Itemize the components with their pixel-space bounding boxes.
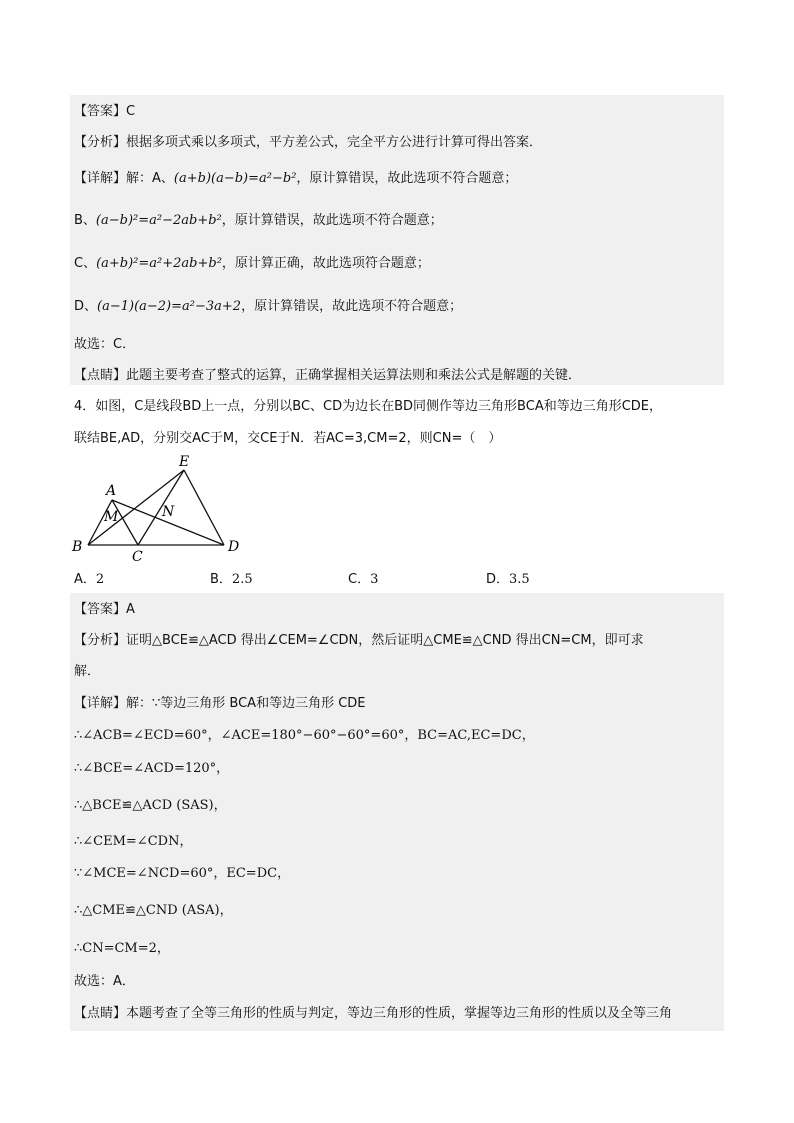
q3-prefix-b: B、 — [74, 213, 96, 228]
q3-text-b: ，原计算错误，故此选项不符合题意； — [221, 213, 443, 228]
option-b-value: 2.5 — [231, 572, 253, 587]
q3-text-c: ，原计算正确，故此选项符合题意； — [221, 256, 430, 271]
q3-prefix-c: C、 — [74, 256, 97, 271]
q3-equation-b: (a−b)²=a²−2ab+b² — [95, 213, 222, 228]
option-b-label: B． — [210, 572, 232, 587]
q4-stem-line2: 联结BE,AD，分别交AC于M，交CE于N．若AC=3,CM=2，则CN=（ ） — [74, 431, 502, 446]
q4-detail-line8: ∴CN=CM=2， — [74, 941, 170, 956]
segment-ce — [138, 470, 184, 545]
triangle-figure — [68, 450, 258, 568]
label-e: E — [179, 454, 190, 470]
q3-analysis: 【分析】根据多项式乘以多项式，平方差公式，完全平方公进行计算可得出答案． — [74, 135, 543, 150]
option-c-label: C． — [348, 572, 371, 587]
q4-comment: 【点睛】本题考查了全等三角形的性质与判定，等边三角形的性质，掌握等边三角形的性质以及全等三角 — [74, 1006, 673, 1021]
q4-detail-line6: ∵∠MCE=∠NCD=60°，EC=DC， — [74, 866, 291, 881]
label-d: D — [228, 539, 240, 555]
q3-text-a: ，原计算错误，故此选项不符合题意； — [296, 171, 518, 186]
q4-detail-line1: 【详解】解：∵等边三角形 BCA和等边三角形 CDE — [74, 696, 366, 711]
q3-detail-prefix: 【详解】解：A、 — [74, 171, 174, 186]
label-m: M — [104, 509, 119, 525]
q3-equation-a: (a+b)(a−b)=a²−b² — [173, 171, 297, 186]
label-a: A — [106, 483, 117, 499]
q4-analysis-line2: 解． — [74, 664, 101, 679]
q3-detail-a — [74, 170, 517, 188]
q4-detail-line5: ∴∠CEM=∠CDN， — [74, 834, 193, 849]
option-a-label: A． — [74, 572, 96, 587]
option-a-value: 2 — [95, 572, 105, 587]
q3-answer: 【答案】C — [74, 104, 136, 119]
q3-prefix-d: D、 — [74, 299, 98, 314]
q3-detail-c — [74, 255, 430, 273]
q4-choice: 故选：A． — [74, 974, 135, 989]
label-b: B — [72, 539, 83, 555]
q4-detail-line7: ∴△CME≌△CND (ASA)， — [74, 903, 233, 918]
q3-equation-d: (a−1)(a−2)=a²−3a+2 — [97, 299, 242, 314]
q3-choice: 故选：C． — [74, 337, 136, 352]
option-a — [74, 568, 104, 587]
q3-equation-c: (a+b)²=a²+2ab+b² — [96, 256, 222, 271]
q3-detail-d — [74, 298, 462, 316]
option-c-value: 3 — [370, 572, 379, 587]
q3-detail-b — [74, 212, 443, 230]
q4-detail-line2: ∴∠ACB=∠ECD=60°，∠ACE=180°−60°−60°=60°，BC=AC,EC=DC， — [74, 728, 535, 743]
q4-answer: 【答案】A — [74, 602, 135, 617]
q4-analysis-line1: 【分析】证明△BCE≌△ACD 得出∠CEM=∠CDN，然后证明△CME≌△CND 得出CN=CM，即可求 — [74, 633, 644, 648]
segment-ed — [184, 470, 224, 545]
q4-stem-line1: 4．如图，C是线段BD上一点，分别以BC、CD为边长在BD同侧作等边三角形BCA和等边三角形CDE， — [74, 399, 663, 414]
option-c — [348, 568, 378, 587]
label-c: C — [132, 549, 143, 565]
q4-detail-line3: ∴∠BCE=∠ACD=120°， — [74, 761, 230, 776]
label-n: N — [162, 504, 175, 520]
option-b — [210, 568, 253, 587]
option-d-value: 3.5 — [509, 572, 530, 587]
option-d-label: D． — [486, 572, 510, 587]
q4-detail-line4: ∴△BCE≌△ACD (SAS)， — [74, 798, 227, 813]
option-d — [486, 568, 530, 587]
q3-text-d: ，原计算错误，故此选项不符合题意； — [241, 299, 463, 314]
q3-comment: 【点睛】此题主要考查了整式的运算，正确掌握相关运算法则和乘法公式是解题的关键． — [74, 368, 582, 383]
